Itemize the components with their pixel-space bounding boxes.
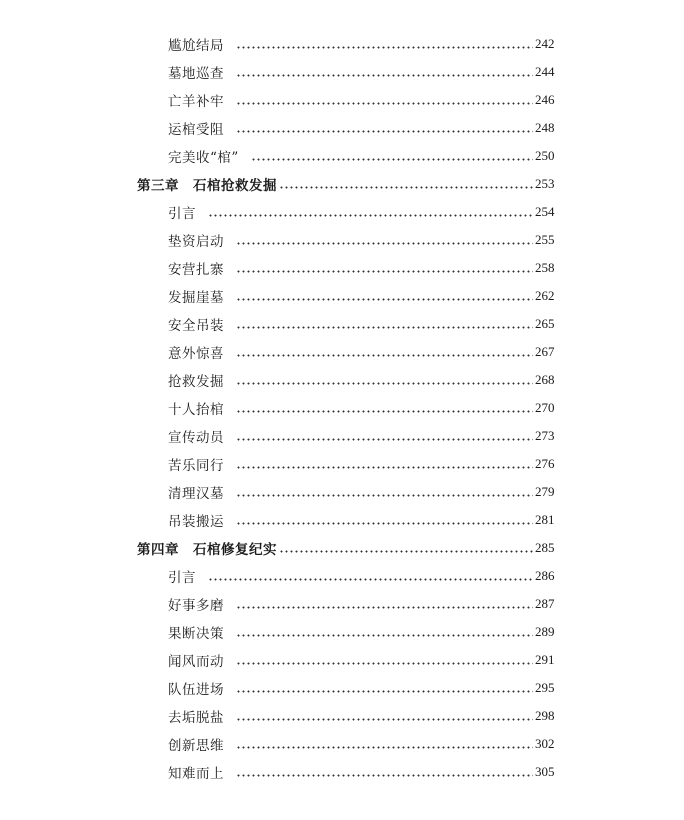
toc-chapter-heading — [137, 538, 277, 558]
toc-page-number: 254 — [535, 204, 555, 219]
toc-entry-title: 墓地巡查 — [168, 66, 224, 82]
dot-leader — [208, 569, 533, 583]
toc-entry[interactable] — [0, 30, 684, 58]
chapter-title: 石棺抢救发掘 — [193, 178, 277, 194]
toc-page-number: 255 — [535, 232, 555, 247]
dot-leader — [236, 401, 533, 415]
dot-leader — [279, 177, 533, 191]
toc-entry[interactable] — [0, 758, 684, 786]
toc-entry[interactable] — [0, 702, 684, 730]
dot-leader — [236, 485, 533, 499]
toc-entry[interactable] — [0, 422, 684, 450]
toc-entry-title: 亡羊补牢 — [168, 94, 224, 110]
toc-entry-title: 安营扎寨 — [168, 262, 224, 278]
toc-entry[interactable] — [0, 142, 684, 170]
toc-entry[interactable] — [0, 618, 684, 646]
dot-leader — [236, 681, 533, 695]
toc-entry[interactable] — [0, 114, 684, 142]
toc-chapter-entry[interactable] — [0, 170, 684, 198]
dot-leader — [236, 261, 533, 275]
toc-page-number: 287 — [535, 596, 555, 611]
toc-page-number: 289 — [535, 624, 555, 639]
toc-entry-title: 去垢脱盐 — [168, 710, 224, 726]
toc-page-number: 268 — [535, 372, 555, 387]
toc-entry[interactable] — [0, 338, 684, 366]
toc-entry[interactable] — [0, 198, 684, 226]
toc-entry[interactable] — [0, 58, 684, 86]
toc-entry[interactable] — [0, 366, 684, 394]
toc-chapter-entry[interactable] — [0, 534, 684, 562]
toc-entry[interactable] — [0, 562, 684, 590]
toc-entry-title: 闻风而动 — [168, 654, 224, 670]
table-of-contents — [0, 30, 684, 786]
dot-leader — [236, 653, 533, 667]
toc-page-number: 305 — [535, 764, 555, 779]
toc-entry-title: 清理汉墓 — [168, 486, 224, 502]
dot-leader — [236, 597, 533, 611]
toc-entry-title: 创新思维 — [168, 738, 224, 754]
toc-entry-title: 引言 — [168, 206, 196, 222]
toc-entry[interactable] — [0, 310, 684, 338]
toc-page-number: 270 — [535, 400, 555, 415]
toc-entry-title: 安全吊装 — [168, 318, 224, 334]
toc-entry[interactable] — [0, 646, 684, 674]
toc-entry[interactable] — [0, 506, 684, 534]
toc-entry[interactable] — [0, 282, 684, 310]
dot-leader — [236, 317, 533, 331]
toc-entry-title: 垫资启动 — [168, 234, 224, 250]
dot-leader — [236, 37, 533, 51]
dot-leader — [251, 149, 533, 163]
toc-page-number: 273 — [535, 428, 555, 443]
toc-entry[interactable] — [0, 730, 684, 758]
toc-page-number: 285 — [535, 540, 555, 555]
dot-leader — [236, 345, 533, 359]
toc-page-number: 242 — [535, 36, 555, 51]
toc-entry-title: 十人抬棺 — [168, 402, 224, 418]
toc-entry-title: 苦乐同行 — [168, 458, 224, 474]
toc-entry-title: 运棺受阻 — [168, 122, 224, 138]
toc-entry[interactable] — [0, 478, 684, 506]
dot-leader — [236, 289, 533, 303]
toc-entry[interactable] — [0, 86, 684, 114]
toc-page-number: 302 — [535, 736, 555, 751]
toc-page-number: 279 — [535, 484, 555, 499]
toc-entry-title: 知难而上 — [168, 766, 224, 782]
toc-entry-title: 吊装搬运 — [168, 514, 224, 530]
dot-leader — [236, 65, 533, 79]
toc-entry[interactable] — [0, 394, 684, 422]
toc-page-number: 286 — [535, 568, 555, 583]
toc-entry[interactable] — [0, 674, 684, 702]
toc-entry[interactable] — [0, 226, 684, 254]
toc-entry-title: 宣传动员 — [168, 430, 224, 446]
dot-leader — [236, 233, 533, 247]
toc-entry-title: 引言 — [168, 570, 196, 586]
toc-entry-title: 意外惊喜 — [168, 346, 224, 362]
toc-entry-title: 完美收“棺” — [168, 150, 239, 166]
toc-entry-title: 队伍进场 — [168, 682, 224, 698]
toc-entry-title: 尴尬结局 — [168, 38, 224, 54]
toc-page-number: 262 — [535, 288, 555, 303]
toc-page-number: 291 — [535, 652, 555, 667]
toc-entry[interactable] — [0, 590, 684, 618]
toc-page-number: 265 — [535, 316, 555, 331]
toc-page-number: 246 — [535, 92, 555, 107]
toc-entry[interactable] — [0, 450, 684, 478]
dot-leader — [236, 457, 533, 471]
dot-leader — [208, 205, 533, 219]
toc-page-number: 276 — [535, 456, 555, 471]
toc-entry-title: 抢救发掘 — [168, 374, 224, 390]
dot-leader — [236, 625, 533, 639]
dot-leader — [236, 429, 533, 443]
toc-page-number: 258 — [535, 260, 555, 275]
dot-leader — [236, 765, 533, 779]
toc-page-number: 295 — [535, 680, 555, 695]
toc-entry-title: 好事多磨 — [168, 598, 224, 614]
toc-page-number: 244 — [535, 64, 555, 79]
toc-entry-title: 果断决策 — [168, 626, 224, 642]
chapter-label: 第四章 — [137, 542, 179, 558]
toc-page-number: 248 — [535, 120, 555, 135]
dot-leader — [236, 737, 533, 751]
dot-leader — [279, 541, 533, 555]
dot-leader — [236, 121, 533, 135]
toc-chapter-heading — [137, 174, 277, 194]
toc-page-number: 298 — [535, 708, 555, 723]
toc-entry-title: 发掘崖墓 — [168, 290, 224, 306]
dot-leader — [236, 93, 533, 107]
chapter-title: 石棺修复纪实 — [193, 542, 277, 558]
chapter-label: 第三章 — [137, 178, 179, 194]
dot-leader — [236, 513, 533, 527]
toc-page-number: 253 — [535, 176, 555, 191]
toc-entry[interactable] — [0, 254, 684, 282]
dot-leader — [236, 709, 533, 723]
toc-page-number: 267 — [535, 344, 555, 359]
dot-leader — [236, 373, 533, 387]
toc-page-number: 250 — [535, 148, 555, 163]
toc-page-number: 281 — [535, 512, 555, 527]
